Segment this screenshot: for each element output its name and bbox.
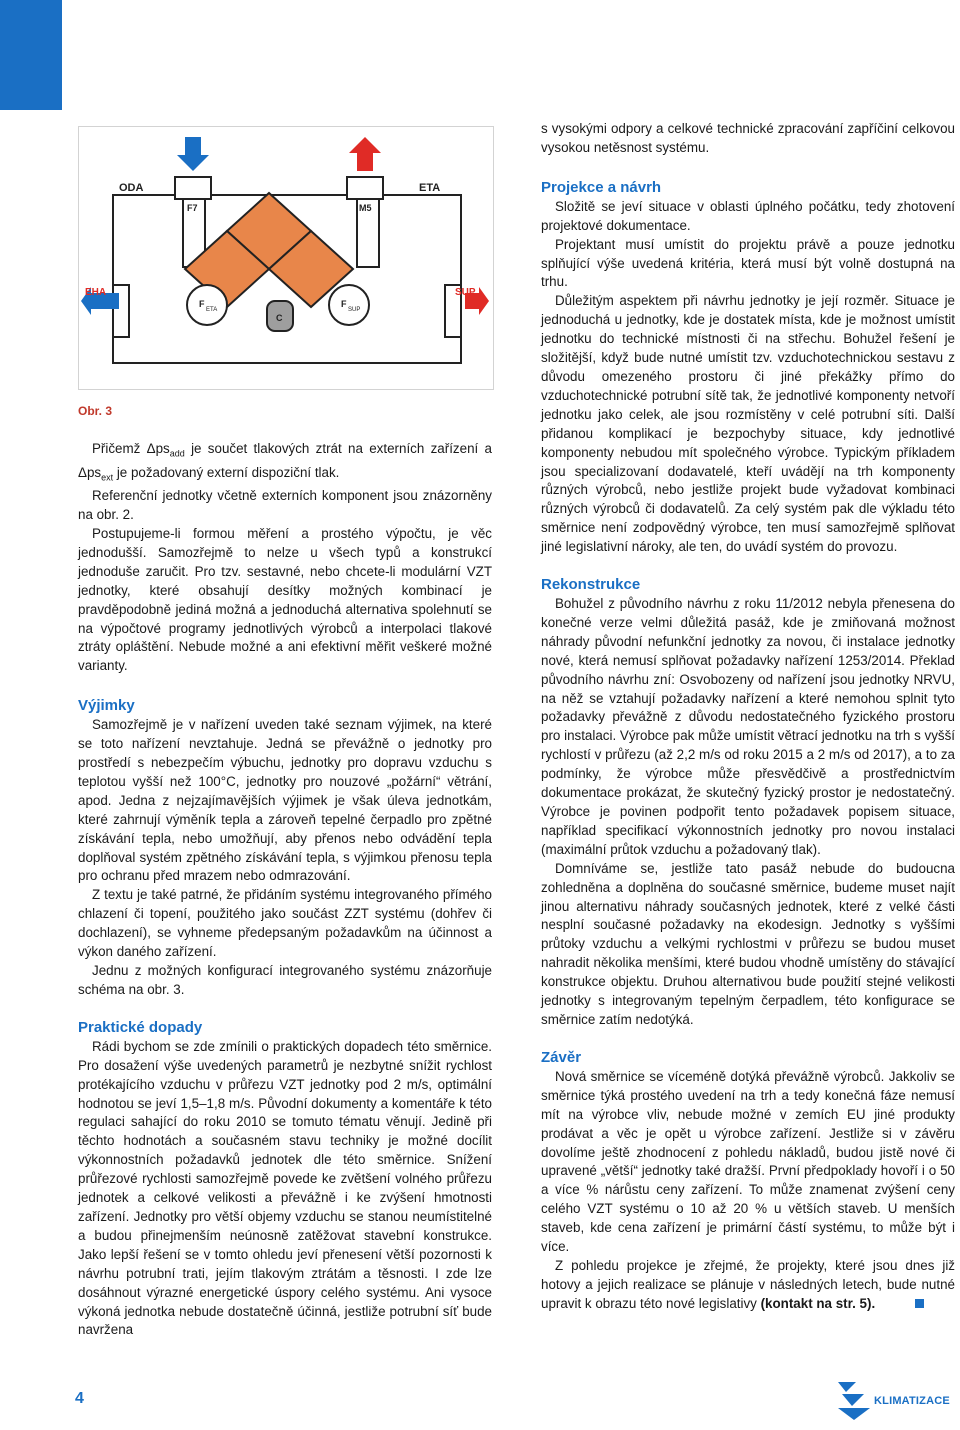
page-number: 4	[75, 1390, 84, 1407]
label-eta: ETA	[419, 182, 441, 194]
duct-oda	[175, 177, 211, 199]
figure-caption: Obr. 3	[78, 404, 113, 418]
logo-mark-icon	[834, 1380, 874, 1422]
figure-ahu-schematic	[78, 126, 494, 390]
paragraph: Bohužel z původního návrhu z roku 11/2012 nebyla přenesena do konečné verze velmi důležitá pasáž, kde je zmiňovaná možnost náhrady původní nefunkční jednotky za novou, či instalace jednotky nové, která nemusí splňovat požadavky nařízení 1253/2014. Překlad původního návrhu zní: Osvobozeny od nařízení jsou jednotky NRVU, na něž se vztahují požadavky nařízení a které nemohou splnit tyto požadavky převážně z důvodu nedostatečného fyzického prostoru pro instalaci. Výrobce pak může umístit větrací jednotku na trh s vyšší rychlostí v průřezu (až 2,2 m/s od roku 2015 a 2 m/s od 2017), a to za podmínky, že výrobce může přesvědčivě a prostřednictvím dokumentace prokázat, že skutečný fyzický prostor je nedostatečný. Výrobce je povinen podpořit tento požadavek popisem situace, například specifikací výkonnostních jednotky pro novou instalaci (maximální průtok vzduchu a požadovaný tlak).	[541, 596, 955, 857]
paragraph: Samozřejmě je v nařízení uveden také seznam výjimek, na které se toto nařízení nevztahuje. Jedná se převážně o jednotky pro prostředí s nebezpečím výbuchu, jednotky pro dopravu vzduchu s teplotou vyšší než 100°C, jednotky pro nouzové „požární“ větrání, apod. Jedna z nejzajímavějších výjimek je však úleva jednotkám, které zahrnují výměník tepla a zároveň tepelné čerpadlo pro zpětné získávání tepla, nebo umožňují, aby přenos nebo odvádění tepla doplňoval systém zpětného získávání tepla, s výjimkou přenosu tepla pro ochranu před mrazem nebo odmrazování.	[78, 717, 492, 884]
label-oda: ODA	[119, 182, 144, 194]
corner-accent-block	[0, 0, 62, 110]
paragraph: Postupujeme-li formou měření a prostého výpočtu, je věc jednodušší. Samozřejmě to nelze u všech typů a konstrukcí jednoduše zaručit. Pro tzv. sestavné, nebo chcete-li modulární VZT jednotky, které obsahují desítky možných kombinací je pravděpodobně jediná možná a jednoduchá alternativa spolehnutí se na výpočtové programy jednotlivých výrobců a interpolaci tlakové ztráty opláštění. Nebude možné a ani efektivní měřit veškeré možné varianty.	[78, 525, 492, 674]
paragraph: Jednu z možných konfigurací integrovaného systému znázorňuje schéma na obr. 3.	[78, 963, 492, 997]
label-c: C	[276, 313, 283, 323]
heading-projekce: Projekce a návrh	[541, 178, 662, 196]
label-f7: F7	[187, 203, 198, 213]
label-m5: M5	[359, 203, 372, 213]
paragraph: Nová směrnice se víceméně dotýká převážně výrobců. Jakkoliv se směrnice týká prostého uvedení na trh a tedy konečná fáze nemusí mít na výrobce vliv, nebude možné v zemích EU jiné produkty prodávat a věc je opět u výrobce zařízení. Jestliže si v závěru dovolíme ještě zhodnocení z pohledu nákladů, budou jistě nové či upravené „větší“ jednotky také dražší. První předpoklady hovoří i o 50 a více % nárůstu ceny zařízení. To může znamenat zvýšení ceny celého VZT systému o 10 až 20 % u větších staveb. U menších staveb, kde cena zařízení je primární částí systému, to může být i více.	[541, 1068, 955, 1255]
heading-zaver: Závěr	[541, 1048, 582, 1066]
paragraph	[78, 440, 492, 487]
paragraph: Důležitým aspektem při návrhu jednotky je její rozměr. Situace je jednoduchá u jednotky, kde je dostatek místa, kde je možnost umístit jednotku do technické místnosti či na střechu. Bohužel řešení je složitější, když bude nutné umístit tzv. vzduchotechnickou sestavu z důvodu omezeného prostoru či jiné překážky přímo do vzduchotechnické potrubní sítě tak, že jednotlivé komponenty netvoří jednotku jako celek, ale jsou rozmístěny v celé potrubní síti. Další přidanou komplikací je bezpochyby situace, kdy jednotlivé komponenty nebudou mít společného výrobce. Typickým příkladem jsou specializovaní dodavatelé, kteří uvádějí na trh komponenty různých výrobců, nebo jestliže projekt bude vyžadovat kombinaci různých výrobců či dodavatelů. Za celý systém pak dle výkladu této směrnice není zodpovědný výrobce, ten musí samozřejmě splňovat jiné legislativní nároky, ale ten, do uvádí systém do provozu.	[541, 293, 955, 555]
heading-rekonstrukce: Rekonstrukce	[541, 576, 641, 594]
label-f-sup: F	[341, 299, 347, 309]
fan-sup	[329, 285, 369, 325]
right-column	[541, 120, 955, 1314]
label-eha: EHA	[85, 287, 107, 298]
paragraph: s vysokými odpory a celkové technické zpracování zapříčiní celkovou vysokou netěsnost systému.	[541, 121, 955, 155]
eha-outlet	[113, 285, 129, 337]
paragraph: Rádi bychom se zde zmínili o praktických dopadech této směrnice. Pro dosažení výše uvedených parametrů je nezbytné snížit rychlost protékajícího vzduchu v průřezu VZT jednotky pod 2 m/s, optimální hodnotou se jeví 1,5–1,8 m/s. Původní dokumenty a komentáře k této regulaci sahající do roku 2010 se tomuto tématu věnují. Jedině při těchto hodnotách a současném stavu techniky je možné docílit výkonnostních požadavků jednotek dle této směrnice. Snížení průřezové rychlosti samozřejmě povede ke zvětšení volného průřezu jednotek a celkové velikosti a převážně i ke zvýšení hmotnosti zařízení. Jednotky pro větší objemy vzduchu se stanou neumístitelné a budou přinejmenším neúnosně zatěžovat stavební konstrukce. Jako lepší řešení se v tomto ohledu jeví přenesení větší pozornosti k návrhu potrubní trati, jejím tlakovým ztrátám a těsnosti. I zde lze dosáhnout výrazné energetické úspory celého systému. Ani vysoce výkoná jednotka nebude dostatečně účinná, jestliže potrubní síť bude navržena	[78, 1038, 492, 1338]
arrow-oda	[177, 137, 209, 171]
paragraph: Referenční jednotky včetně externích komponent jsou znázorněny na obr. 2.	[78, 488, 492, 523]
contact-reference[interactable]: (kontakt na str. 5).	[760, 1295, 876, 1311]
text-run: Přičemž Δps	[92, 441, 170, 456]
end-mark-icon	[915, 1299, 924, 1308]
paragraph: Projektant musí umístit do projektu právě a pouze jednotku splňující výše uvedená kritéria, která musí být volně dostupná na trhu.	[541, 236, 955, 290]
subscript: ext	[101, 472, 114, 483]
label-f-eta-sub: ETA	[206, 307, 218, 313]
fan-eta	[187, 285, 227, 325]
ahu-diagram	[79, 127, 493, 389]
text-run: Z pohledu projekce je zřejmé, že projekty, které jsou dnes již hotovy a jejich realizace se plánuje v následných letech, bude nutné upravit k obrazu této nové legislativy	[541, 1257, 955, 1311]
paragraph: Domníváme se, jestliže tato pasáž nebude do budoucna zohledněna a doplněna do současné směrnice, budeme muset najít jinou alternativu náhrady současných jednotek, které z velké části nesplní současné požadavky na ekodesign. Jednotky s vyššími průtoky vzduchu a velkými rychlostmi v průřezu se budou muset nahradit několika menšími, které budou vhodně umístěny do stávající konstrukce objektu. Druhou alternativou bude použití stejné velikosti jednotky s integrovaným tepelným čerpadlem, této konfigurace se směrnice zatím nedotýká.	[541, 860, 955, 1027]
klimatizace-logo	[834, 1380, 958, 1422]
arrow-eta	[349, 137, 381, 171]
label-sup: SUP	[455, 287, 476, 298]
heading-prakticke-dopady: Praktické dopady	[78, 1018, 203, 1036]
text-run: je požadovaný externí dispoziční tlak.	[113, 464, 340, 480]
paragraph: Složitě se jeví situace v oblasti úplného počátku, tedy zhotovení projektové dokumentace.	[541, 198, 955, 233]
label-f-sup-sub: SUP	[348, 307, 361, 313]
duct-eta	[347, 177, 383, 199]
subscript: add	[169, 448, 185, 459]
heading-vyjimky: Výjimky	[78, 697, 135, 715]
logo-text: KLIMATIZACE	[874, 1395, 950, 1407]
paragraph: Z textu je také patrné, že přidáním systému integrovaného přímého chlazení či topení, použitého jako součást ZZT systému (dohřev či dochlazení), se vyhneme předepsaným požadavkům na účinnost a výkon daného zařízení.	[78, 887, 492, 960]
paragraph	[541, 1257, 955, 1314]
text-run: je součet tlakových ztrát na externích zařízení a Δps	[78, 441, 492, 480]
label-f-eta: F	[199, 299, 205, 309]
left-column	[78, 440, 492, 1340]
